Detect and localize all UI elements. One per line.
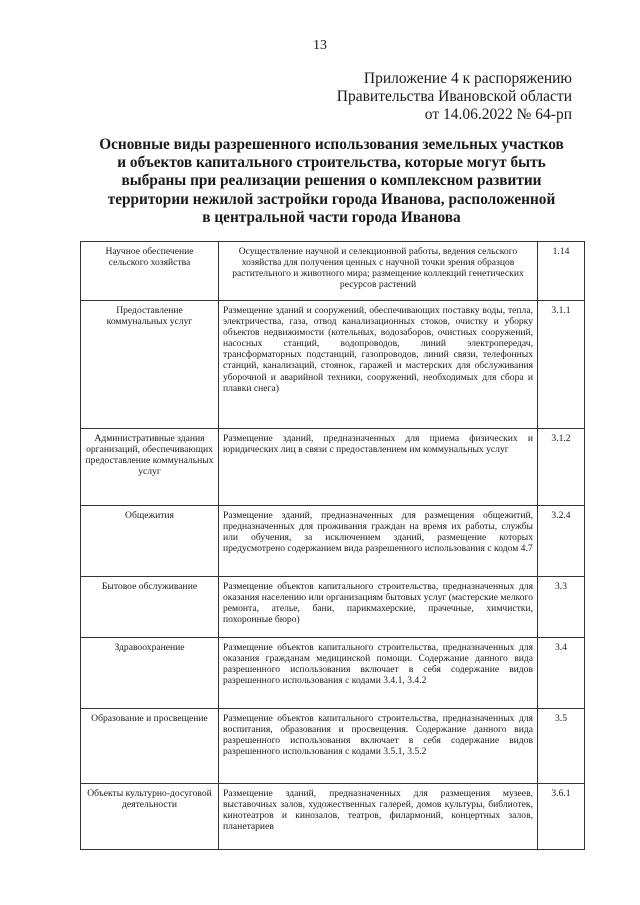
table-row — [81, 506, 585, 577]
appendix-line: Правительства Ивановской области — [336, 88, 572, 105]
use-description-cell: Размещение зданий и сооружений, обеспечивающих поставку воды, тепла, электричества, газа, отвод канализационных стоков, очистку и уборку объектов недвижимости (котельных, водозаборов, очистных сооружений, насосных станций, водопроводов, линий электропередач, трансформаторных подстанций, газопроводов, линий связи, телефонных станций, канализаций, стоянок, гаражей и мастерских для обслуживания уборочной и аварийной техники, сооружений, необходимых для сбора и плавки снега) — [219, 301, 538, 429]
use-name-cell: Бытовое обслуживание — [81, 577, 219, 638]
use-description-cell: Размещение зданий, предназначенных для приема физических и юридических лиц в связи с предоставлением им коммунальных услуг — [219, 429, 538, 506]
use-code-cell: 3.1.2 — [538, 429, 585, 506]
table-row — [81, 638, 585, 709]
table-row — [81, 301, 585, 429]
use-description-cell: Размещение объектов капитального строительства, предназначенных для воспитания, образования и просвещения. Содержание данного вида разрешенного использования включает в себя содержание видов разрешенного использования с кодами 3.5.1, 3.5.2 — [219, 709, 538, 784]
use-name-cell: Научное обеспечение сельского хозяйства — [81, 242, 219, 301]
use-description-cell: Размещение зданий, предназначенных для размещения музеев, выставочных залов, художественных галерей, домов культуры, библиотек, кинотеатров и кинозалов, театров, филармоний, концертных залов, планетариев — [219, 784, 538, 850]
use-name-cell: Предоставление коммунальных услуг — [81, 301, 219, 429]
table-row — [81, 242, 585, 301]
use-code-cell: 3.5 — [538, 709, 585, 784]
title-line: Основные виды разрешенного использования земельных участков — [99, 136, 564, 153]
use-code-cell: 3.1.1 — [538, 301, 585, 429]
title-line: выбраны при реализации решения о комплексном развитии — [121, 172, 542, 190]
appendix-line: от 14.06.2022 № 64-рп — [424, 106, 572, 123]
use-name-cell: Объекты культурно-досуговой деятельности — [81, 784, 219, 850]
table-row — [81, 784, 585, 850]
table-row — [81, 577, 585, 638]
use-name-cell: Общежития — [81, 506, 219, 577]
use-description-cell: Размещение зданий, предназначенных для размещения общежитий, предназначенных для проживания граждан на время их работы, службы или обучения, за исключением зданий, размещение которых предусмотрено содержанием вида разрешенного использования с кодом 4.7 — [219, 506, 538, 577]
title-line: и объектов капитального строительства, которые могут быть — [117, 154, 546, 172]
use-code-cell: 1.14 — [538, 242, 585, 301]
use-name-cell: Административные здания организаций, обеспечивающих предоставление коммунальных услуг — [81, 429, 219, 506]
use-name-cell: Здравоохранение — [81, 638, 219, 709]
title-line: в центральной части города Иванова — [202, 208, 461, 226]
appendix-reference — [337, 70, 572, 124]
use-code-cell: 3.6.1 — [538, 784, 585, 850]
use-code-cell: 3.3 — [538, 577, 585, 638]
land-use-table — [80, 241, 585, 850]
page-number: 13 — [313, 38, 327, 53]
use-name-cell: Образование и просвещение — [81, 709, 219, 784]
title-line: территории нежилой застройки города Иванова, расположенной — [107, 190, 556, 208]
use-code-cell: 3.4 — [538, 638, 585, 709]
appendix-line: Приложение 4 к распоряжению — [363, 70, 572, 87]
document-title — [80, 136, 583, 227]
use-description-cell: Размещение объектов капитального строительства, предназначенных для оказания гражданам медицинской помощи. Содержание данного вида разрешенного использования включает в себя содержание видов разрешенного использования с кодами 3.4.1, 3.4.2 — [219, 638, 538, 709]
use-code-cell: 3.2.4 — [538, 506, 585, 577]
table-row — [81, 429, 585, 506]
use-description-cell: Осуществление научной и селекционной работы, ведения сельского хозяйства для получения ценных с научной точки зрения образцов растительного и животного мира; размещение коллекций генетических ресурсов растений — [219, 242, 538, 301]
table-row — [81, 709, 585, 784]
use-description-cell: Размещение объектов капитального строительства, предназначенных для оказания населению или организациям бытовых услуг (мастерские мелкого ремонта, ателье, бани, парикмахерские, прачечные, химчистки, похоронные бюро) — [219, 577, 538, 638]
